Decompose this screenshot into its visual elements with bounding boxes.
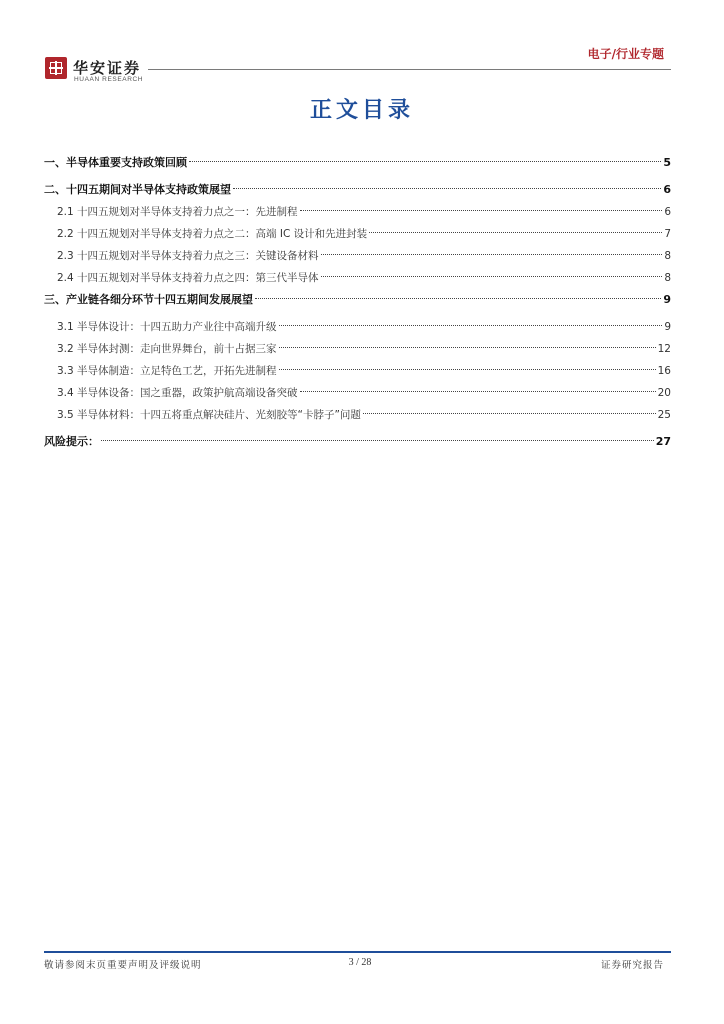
toc-entry-page: 9 (664, 321, 671, 333)
report-type: 证券研究报告 (600, 960, 664, 971)
toc-entry-title: 2.2 十四五规划对半导体支持着力点之二：高端 IC 设计和先进封装 (57, 228, 368, 240)
toc-entry[interactable] (44, 267, 671, 289)
toc-entry-title: 2.4 十四五规划对半导体支持着力点之四：第三代半导体 (57, 272, 319, 284)
toc-entry-title: 2.1 十四五规划对半导体支持着力点之一：先进制程 (57, 206, 298, 218)
toc-leader-dots (233, 188, 661, 189)
toc-leader-dots (279, 325, 663, 326)
toc-leader-dots (363, 413, 656, 414)
toc-entry[interactable] (44, 360, 671, 382)
brand-name-cn: 华安证券 (73, 59, 142, 77)
toc-leader-dots (255, 298, 661, 299)
footer-disclaimer: 敬请参阅末页重要声明及评级说明 (44, 960, 202, 971)
toc-entry-title: 2.3 十四五规划对半导体支持着力点之三：关键设备材料 (57, 250, 319, 262)
toc-entry[interactable] (44, 338, 671, 360)
toc-entry-page: 12 (657, 343, 671, 355)
table-of-contents (44, 152, 671, 453)
toc-entry[interactable] (44, 431, 671, 453)
toc-entry[interactable] (44, 382, 671, 404)
toc-entry[interactable] (44, 179, 671, 201)
toc-entry-title: 风险提示： (44, 435, 99, 448)
toc-entry[interactable] (44, 289, 671, 311)
toc-leader-dots (279, 347, 656, 348)
toc-entry-page: 8 (664, 272, 671, 284)
toc-entry[interactable] (44, 201, 671, 223)
toc-entry[interactable] (44, 245, 671, 267)
toc-leader-dots (321, 276, 663, 277)
toc-entry-page: 7 (664, 228, 671, 240)
toc-entry-title: 3.1 半导体设计：十四五助力产业往中高端升级 (57, 321, 277, 333)
toc-entry-page: 16 (657, 365, 671, 377)
toc-entry-page: 8 (664, 250, 671, 262)
toc-entry-page: 9 (663, 293, 671, 306)
toc-leader-dots (189, 161, 661, 162)
toc-entry-page: 6 (664, 206, 671, 218)
section-tag: 电子/行业专题 (587, 47, 664, 61)
toc-entry-title: 三、产业链各细分环节十四五期间发展展望 (44, 293, 253, 306)
header-divider (148, 69, 671, 70)
toc-entry-title: 3.2 半导体封测：走向世界舞台，前十占据三家 (57, 343, 277, 355)
toc-leader-dots (369, 232, 662, 233)
toc-entry-title: 3.4 半导体设备：国之重器，政策护航高端设备突破 (57, 387, 298, 399)
toc-entry-page: 27 (655, 435, 671, 448)
toc-leader-dots (101, 440, 654, 441)
page-indicator: 3 / 28 (348, 957, 372, 968)
toc-entry-title: 3.3 半导体制造：立足特色工艺，开拓先进制程 (57, 365, 277, 377)
toc-entry-page: 20 (657, 387, 671, 399)
toc-leader-dots (300, 391, 656, 392)
toc-leader-dots (321, 254, 663, 255)
toc-entry-page: 25 (657, 409, 671, 421)
toc-leader-dots (300, 210, 663, 211)
footer-divider (44, 951, 671, 953)
toc-entry-page: 5 (663, 156, 671, 169)
page-title: 正文目录 (309, 97, 414, 123)
toc-leader-dots (279, 369, 656, 370)
toc-entry[interactable] (44, 316, 671, 338)
toc-entry-title: 3.5 半导体材料：十四五将重点解决硅片、光刻胶等“卡脖子”问题 (57, 409, 361, 421)
toc-entry[interactable] (44, 404, 671, 426)
toc-entry[interactable] (44, 223, 671, 245)
toc-entry[interactable] (44, 152, 671, 174)
brand-name-en: HUAAN RESEARCH (74, 76, 144, 83)
company-logo-icon (45, 57, 67, 79)
toc-entry-title: 一、半导体重要支持政策回顾 (44, 156, 187, 169)
toc-entry-title: 二、十四五期间对半导体支持政策展望 (44, 183, 231, 196)
toc-entry-page: 6 (663, 183, 671, 196)
